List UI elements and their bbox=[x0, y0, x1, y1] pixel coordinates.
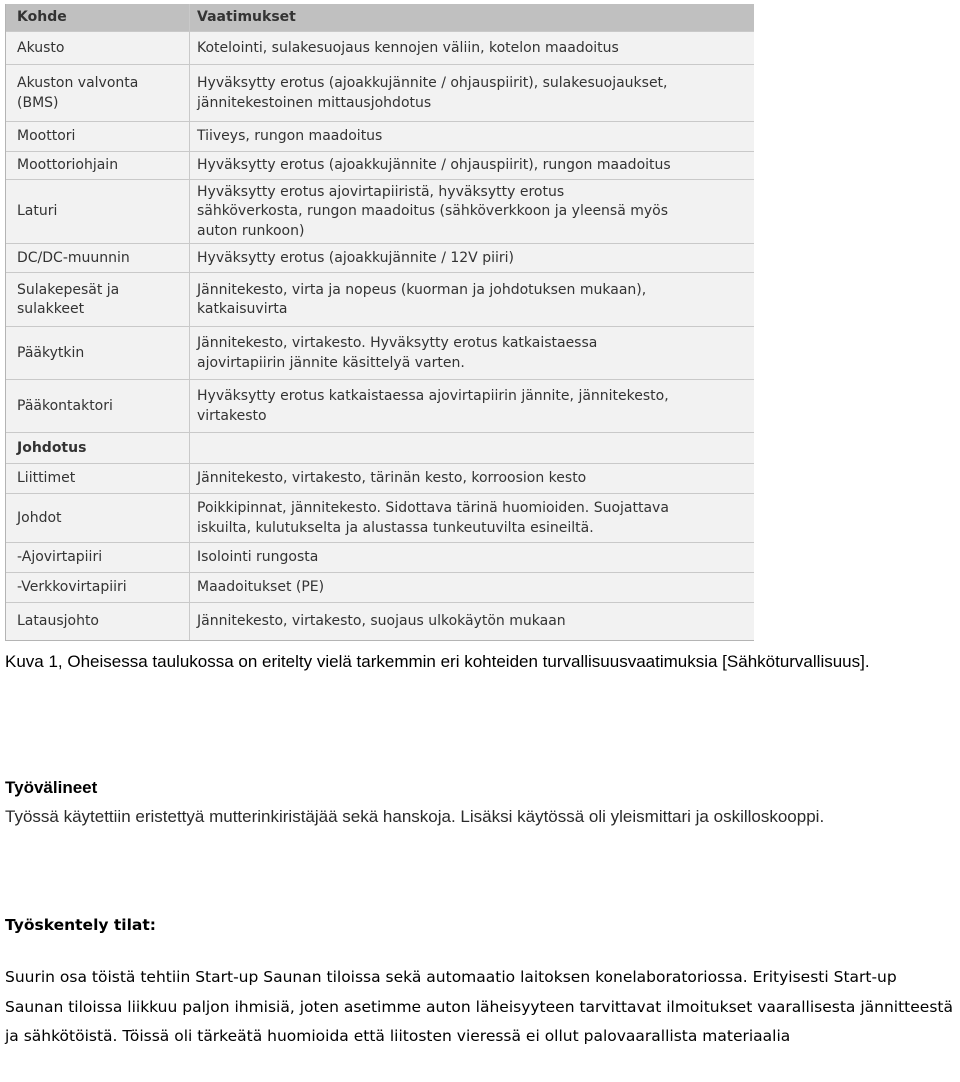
cell-line: Hyväksytty erotus ajovirtapiiristä, hyväksytty erotus bbox=[197, 183, 565, 200]
cell-vaatimukset bbox=[197, 578, 324, 598]
cell-line: iskuilta, kulutukselta ja alustassa tunkeutuvilta esineiltä. bbox=[197, 519, 594, 536]
cell-line: Akuston valvonta bbox=[17, 75, 139, 91]
cell-vaatimukset bbox=[197, 127, 382, 147]
cell-line: Isolointi rungosta bbox=[197, 549, 319, 566]
table-row bbox=[6, 31, 754, 64]
table-row bbox=[6, 432, 754, 463]
cell-line: DC/DC-muunnin bbox=[17, 249, 130, 266]
cell-kohde bbox=[17, 74, 138, 113]
cell-line: Pääkytkin bbox=[17, 344, 85, 361]
workspace-paragraph: Suurin osa töistä tehtiin Start-up Saunan tiloissa sekä automaatio laitoksen konelaboratoriossa. Erityisesti Start-up Saunan tiloissa liikkuu paljon ihmisiä, joten asetimme auton läheisyyteen tarvittavat ilmoitukset vaarallisesta jännitteestä ja sähkötöistä. Töissä oli tärkeätä huomioida että liitosten vieressä ei ollut palovaarallista materiaalia bbox=[5, 968, 953, 1045]
table-row bbox=[6, 151, 754, 179]
cell-kohde bbox=[17, 469, 75, 489]
cell-line: Johdotus bbox=[17, 439, 87, 456]
cell-kohde bbox=[17, 39, 64, 59]
cell-kohde bbox=[17, 202, 57, 222]
cell-line: Jännitekesto, virtakesto. Hyväksytty erotus katkaistaessa bbox=[197, 335, 598, 351]
cell-line: sähköverkosta, rungon maadoitus (sähköverkkoon ja yleensä myös bbox=[197, 203, 669, 220]
cell-kohde bbox=[17, 127, 75, 147]
cell-kohde bbox=[17, 439, 86, 459]
cell-line: Jännitekesto, virta ja nopeus (kuorman ja johdotuksen mukaan), bbox=[197, 281, 647, 298]
cell-line: (BMS) bbox=[17, 94, 59, 111]
column-divider bbox=[189, 4, 190, 640]
cell-vaatimukset bbox=[197, 156, 671, 176]
cell-line: Laturi bbox=[17, 203, 58, 220]
cell-vaatimukset bbox=[197, 334, 597, 373]
header-kohde: Kohde bbox=[17, 9, 67, 25]
table-row bbox=[6, 602, 754, 640]
table-row bbox=[6, 542, 754, 572]
cell-vaatimukset bbox=[197, 387, 669, 426]
cell-kohde bbox=[17, 397, 113, 417]
workspace-heading: Työskentely tilat: bbox=[5, 916, 156, 934]
cell-line: Hyväksytty erotus katkaistaessa ajovirtapiirin jännite, jännitekesto, bbox=[197, 388, 669, 404]
cell-line: Moottoriohjain bbox=[17, 157, 119, 174]
table-row bbox=[6, 493, 754, 542]
cell-kohde bbox=[17, 578, 127, 598]
cell-line: ajovirtapiirin jännite käsittelyä varten. bbox=[197, 354, 465, 371]
requirements-table bbox=[5, 4, 754, 641]
table-row bbox=[6, 272, 754, 326]
cell-kohde bbox=[17, 249, 130, 269]
cell-line: Kotelointi, sulakesuojaus kennojen väliin, kotelon maadoitus bbox=[197, 39, 619, 56]
cell-line: virtakesto bbox=[197, 407, 267, 424]
cell-vaatimukset bbox=[197, 281, 646, 320]
cell-vaatimukset bbox=[197, 548, 318, 568]
table-row bbox=[6, 326, 754, 379]
figure-caption: Kuva 1, Oheisessa taulukossa on eritelty vielä tarkemmin eri kohteiden turvallisuusvaatimuksia [Sähköturvallisuus]. bbox=[5, 652, 870, 671]
cell-line: auton runkoon) bbox=[197, 222, 305, 239]
table-row bbox=[6, 121, 754, 151]
table-row bbox=[6, 243, 754, 272]
cell-line: sulakkeet bbox=[17, 301, 85, 317]
table-row bbox=[6, 379, 754, 432]
cell-line: -Verkkovirtapiiri bbox=[17, 579, 127, 596]
table-row bbox=[6, 572, 754, 602]
table-header bbox=[6, 4, 754, 31]
cell-line: Tiiveys, rungon maadoitus bbox=[197, 128, 383, 145]
cell-line: Moottori bbox=[17, 128, 76, 145]
cell-line: Hyväksytty erotus (ajoakkujännite / ohjauspiirit), rungon maadoitus bbox=[197, 157, 671, 174]
cell-vaatimukset bbox=[197, 499, 669, 538]
cell-line: Hyväksytty erotus (ajoakkujännite / ohjauspiirit), sulakesuojaukset, bbox=[197, 75, 668, 91]
cell-vaatimukset bbox=[197, 612, 566, 632]
cell-line: Hyväksytty erotus (ajoakkujännite / 12V piiri) bbox=[197, 249, 514, 266]
tools-heading: Työvälineet bbox=[5, 778, 98, 797]
table-row bbox=[6, 179, 754, 243]
cell-vaatimukset bbox=[197, 39, 619, 59]
table-row bbox=[6, 463, 754, 493]
cell-line: katkaisuvirta bbox=[197, 301, 288, 317]
cell-kohde bbox=[17, 548, 102, 568]
cell-kohde bbox=[17, 612, 99, 632]
cell-line: Pääkontaktori bbox=[17, 397, 113, 414]
table-row bbox=[6, 64, 754, 121]
cell-line: Jännitekesto, virtakesto, suojaus ulkokäytön mukaan bbox=[197, 613, 566, 630]
cell-line: Akusto bbox=[17, 39, 65, 56]
cell-kohde bbox=[17, 281, 119, 320]
cell-vaatimukset bbox=[197, 183, 668, 242]
cell-line: Maadoitukset (PE) bbox=[197, 579, 325, 596]
cell-kohde bbox=[17, 156, 118, 176]
cell-line: Sulakepesät ja bbox=[17, 281, 120, 298]
cell-kohde bbox=[17, 509, 62, 529]
cell-line: jännitekestoinen mittausjohdotus bbox=[197, 94, 432, 111]
cell-vaatimukset bbox=[197, 249, 514, 269]
header-vaatimukset: Vaatimukset bbox=[197, 9, 296, 25]
cell-line: -Ajovirtapiiri bbox=[17, 549, 103, 566]
cell-vaatimukset bbox=[197, 74, 668, 113]
cell-line: Johdot bbox=[17, 509, 62, 526]
cell-vaatimukset bbox=[197, 469, 586, 489]
tools-paragraph: Työssä käytettiin eristettyä mutterinkiristäjää sekä hanskoja. Lisäksi käytössä oli yleismittari ja oskilloskooppi. bbox=[5, 807, 825, 826]
cell-kohde bbox=[17, 344, 84, 364]
cell-line: Latausjohto bbox=[17, 613, 99, 630]
cell-line: Poikkipinnat, jännitekesto. Sidottava tärinä huomioiden. Suojattava bbox=[197, 500, 669, 516]
cell-line: Liittimet bbox=[17, 470, 76, 487]
cell-line: Jännitekesto, virtakesto, tärinän kesto, korroosion kesto bbox=[197, 470, 587, 487]
